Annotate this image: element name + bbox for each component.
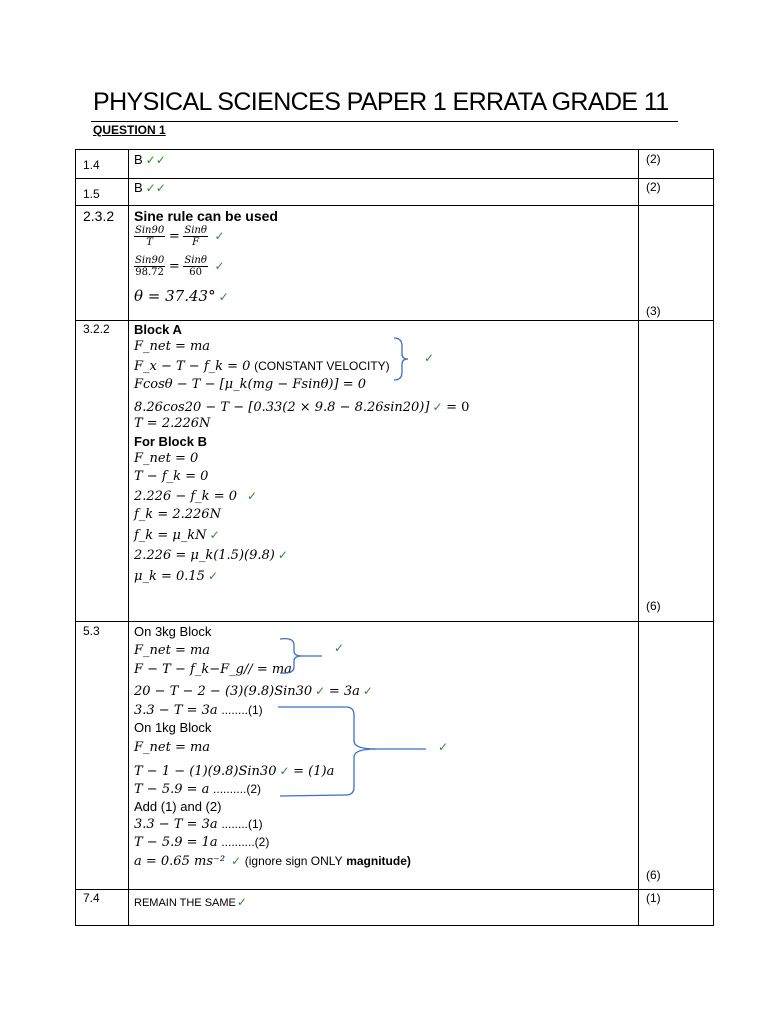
svg-text:✓: ✓ xyxy=(438,740,449,754)
check-mark-icon: ✓ xyxy=(214,228,225,243)
column-divider xyxy=(128,150,129,925)
title-underline xyxy=(91,121,678,122)
marks-cell: (6) xyxy=(646,599,661,613)
equation-note: ..........(2) xyxy=(221,835,270,849)
equation-line: T = 2.226N xyxy=(134,416,211,431)
equation-line xyxy=(134,488,257,504)
sub-heading: Block A xyxy=(134,322,182,337)
equation-line xyxy=(134,781,261,797)
fraction xyxy=(134,225,165,248)
denominator: T xyxy=(146,237,153,248)
equation-line xyxy=(134,287,229,305)
row-divider xyxy=(76,889,713,890)
equation-note: ........(1) xyxy=(221,703,263,717)
equation-text: θ = 37.43° xyxy=(134,287,216,305)
numerator: Sinθ xyxy=(184,255,207,266)
equation-text: f_k = μ_kN xyxy=(134,528,207,543)
answer-text: B xyxy=(134,180,143,195)
equation-text: 20 − T − 2 − (3)(9.8)Sin30 xyxy=(134,684,313,699)
question-number: 5.3 xyxy=(83,624,100,638)
equation-note: ..........(2) xyxy=(213,782,262,796)
marks-cell: (1) xyxy=(646,891,661,905)
brace-bracket-icon xyxy=(392,336,452,382)
equation-line xyxy=(134,816,263,832)
equation-note: (CONSTANT VELOCITY) xyxy=(254,359,390,373)
equation-line: T − f_k = 0 xyxy=(134,469,209,484)
marks-cell: (2) xyxy=(646,152,661,166)
equation-text: 8.26cos20 − T − [0.33(2 × 9.8 − 8.26sin20)] xyxy=(134,400,430,415)
question-number: 2.3.2 xyxy=(83,208,115,224)
marks-cell: (6) xyxy=(646,868,661,882)
equation-text: = (1)a xyxy=(293,764,335,779)
question-number: 3.2.2 xyxy=(83,322,110,336)
row-divider xyxy=(76,178,713,179)
equation-line: F_net = ma xyxy=(134,339,211,354)
equation-note: magnitude) xyxy=(346,854,411,868)
memo-table xyxy=(75,149,714,926)
equation-text: = 0 xyxy=(446,400,470,415)
marks-cell: (2) xyxy=(646,180,661,194)
equation-text: F_x − T − f_k = 0 xyxy=(134,359,251,374)
equation-line xyxy=(134,702,263,718)
equation-line: F_net = 0 xyxy=(134,451,199,466)
equation-text: T − 5.9 = 1a xyxy=(134,835,218,850)
equation-note: ........(1) xyxy=(221,817,263,831)
sub-heading: Add (1) and (2) xyxy=(134,799,222,814)
sub-heading: On 3kg Block xyxy=(134,624,212,639)
numerator: Sin90 xyxy=(135,225,165,236)
sub-heading: For Block B xyxy=(134,434,207,449)
equation-line xyxy=(134,527,220,543)
check-mark-icon: ✓✓ xyxy=(145,181,166,195)
answer-text: B xyxy=(134,152,143,167)
equation-line xyxy=(134,568,218,584)
check-mark-icon: ✓ xyxy=(207,569,218,583)
denominator: 98.72 xyxy=(135,267,164,278)
fraction xyxy=(134,255,165,278)
row-divider xyxy=(76,320,713,321)
equation-text: = 3a xyxy=(328,684,360,699)
equation-text: μ_k = 0.15 xyxy=(134,569,205,584)
fraction xyxy=(183,255,208,278)
equation-text: 2.226 − f_k = 0 xyxy=(134,489,237,504)
denominator: 60 xyxy=(189,267,202,278)
denominator: F xyxy=(192,237,200,248)
section-heading: QUESTION 1 xyxy=(93,123,166,137)
check-mark-icon: ✓ xyxy=(279,764,290,778)
equation-line: F_net = ma xyxy=(134,740,211,755)
check-mark-icon: ✓ xyxy=(236,895,247,909)
row-divider xyxy=(76,205,713,206)
equation-line xyxy=(134,683,373,699)
equation-text: a = 0.65 ms⁻² xyxy=(134,854,226,869)
equation-line xyxy=(134,834,269,850)
check-mark-icon: ✓ xyxy=(218,290,229,304)
answer-cell xyxy=(134,152,166,167)
check-mark-icon: ✓ xyxy=(231,854,242,868)
equation-line xyxy=(134,399,469,415)
column-divider xyxy=(638,150,639,925)
marks-cell: (3) xyxy=(646,304,661,318)
equation-line: f_k = 2.226N xyxy=(134,507,221,522)
check-mark-icon: ✓ xyxy=(432,400,443,414)
answer-heading: Sine rule can be used xyxy=(134,208,278,224)
document-title: PHYSICAL SCIENCES PAPER 1 ERRATA GRADE 11 xyxy=(93,88,669,116)
check-mark-icon: ✓ xyxy=(362,684,373,698)
answer-cell xyxy=(134,895,247,909)
svg-text:✓: ✓ xyxy=(424,351,435,365)
numerator: Sinθ xyxy=(184,225,207,236)
equation-line: F_net = ma xyxy=(134,643,211,658)
question-number: 1.5 xyxy=(83,187,100,201)
svg-text:✓: ✓ xyxy=(334,641,345,655)
check-mark-icon: ✓ xyxy=(214,258,225,273)
equation-line: $\frac{\text{Sin90}}{T}$ = $\frac{\text{Sinθ}}{F}$ ✓ xyxy=(135,225,225,248)
equation-note: (ignore sign ONLY xyxy=(244,854,343,868)
answer-cell xyxy=(134,180,166,195)
fraction xyxy=(183,225,208,248)
check-mark-icon: ✓ xyxy=(277,548,288,562)
check-mark-icon: ✓ xyxy=(247,489,258,503)
equation-text: 3.3 − T = 3a xyxy=(134,703,218,718)
answer-text: REMAIN THE SAME xyxy=(134,897,236,909)
sub-heading: On 1kg Block xyxy=(134,720,212,735)
check-mark-icon: ✓✓ xyxy=(145,153,166,167)
question-number: 7.4 xyxy=(83,891,100,905)
equation-line xyxy=(134,358,390,374)
equation-line: F − T − f_k−F_g// = ma xyxy=(134,662,292,677)
row-divider xyxy=(76,621,713,622)
equation-text: T − 1 − (1)(9.8)Sin30 xyxy=(134,764,277,779)
brace-bracket-icon xyxy=(278,637,358,677)
check-mark-icon: ✓ xyxy=(209,528,220,542)
equation-line: $\frac{\text{Sin90}}{98.72}$ = $\frac{\text{Sinθ}}{60}$ ✓ xyxy=(135,255,225,278)
equation-text: 2.226 = μ_k(1.5)(9.8) xyxy=(134,548,275,563)
equation-text: 3.3 − T = 3a xyxy=(134,817,218,832)
equation-line xyxy=(134,853,411,869)
check-mark-icon: ✓ xyxy=(315,684,326,698)
equation-line: Fcosθ − T − [μ_k(mg − Fsinθ)] = 0 xyxy=(134,377,367,392)
brace-bracket-icon xyxy=(276,705,456,800)
question-number: 1.4 xyxy=(83,158,100,172)
equation-text: T − 5.9 = a xyxy=(134,782,210,797)
equation-line xyxy=(134,547,288,563)
numerator: Sin90 xyxy=(135,255,165,266)
